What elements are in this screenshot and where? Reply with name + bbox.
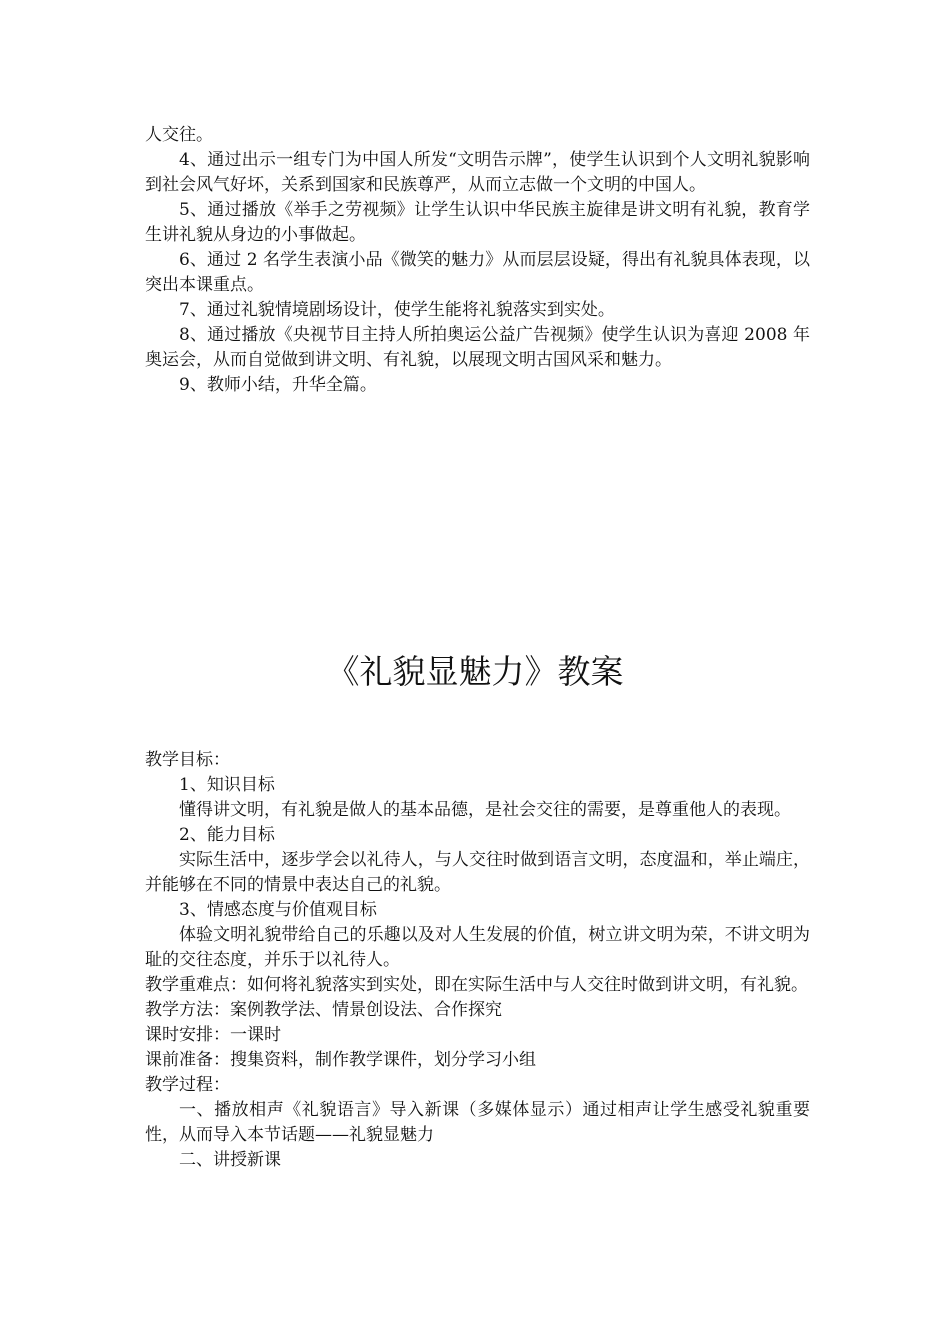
ability-heading: 2、能力目标 bbox=[179, 825, 275, 845]
paragraph-item-9: 9、教师小结，升华全篇。 bbox=[179, 375, 377, 395]
lesson-plan-body bbox=[145, 748, 810, 1173]
process-row bbox=[145, 1073, 810, 1098]
keypoints-text: 如何将礼貌落实到实处，即在实际生活中与人交往时做到讲文明，有礼貌。 bbox=[247, 975, 808, 995]
method-row bbox=[145, 998, 810, 1023]
prep-row bbox=[145, 1048, 810, 1073]
paragraph-item-8: 8、通过播放《央视节目主持人所拍奥运公益广告视频》使学生认识为喜迎 2008 年奥运会，从而自觉做到讲文明、有礼貌，以展现文明古国风采和魅力。 bbox=[145, 325, 810, 370]
paragraph-item-4: 4、通过出示一组专门为中国人所发“文明告示牌”，使学生认识到个人文明礼貌影响到社会风气好坏，关系到国家和民族尊严，从而立志做一个文明的中国人。 bbox=[145, 150, 810, 195]
emotion-text: 体验文明礼貌带给自己的乐趣以及对人生发展的价值，树立讲文明为荣，不讲文明为耻的交往态度，并乐于以礼待人。 bbox=[145, 925, 810, 970]
paragraph-item-5: 5、通过播放《举手之劳视频》让学生认识中华民族主旋律是讲文明有礼貌，教育学生讲礼貌从身边的小事做起。 bbox=[145, 200, 810, 245]
hours-text: 一课时 bbox=[230, 1025, 281, 1045]
paragraph-item-7: 7、通过礼貌情境剧场设计，使学生能将礼貌落实到实处。 bbox=[179, 300, 615, 320]
hours-label: 课时安排： bbox=[145, 1025, 230, 1045]
method-text: 案例教学法、情景创设法、合作探究 bbox=[230, 1000, 502, 1020]
document-title: 《礼貌显魅力》教案 bbox=[326, 652, 624, 691]
top-section bbox=[145, 123, 810, 398]
prep-text: 搜集资料，制作教学课件，划分学习小组 bbox=[230, 1050, 536, 1070]
hours-row bbox=[145, 1023, 810, 1048]
knowledge-heading: 1、知识目标 bbox=[179, 775, 275, 795]
paragraph-item-6: 6、通过 2 名学生表演小品《微笑的魅力》从而层层设疑，得出有礼貌具体表现，以突出本课重点。 bbox=[145, 250, 810, 295]
process-step-2: 二、讲授新课 bbox=[179, 1150, 281, 1170]
paragraph-line: 人交往。 bbox=[145, 125, 213, 145]
prep-label: 课前准备： bbox=[145, 1050, 230, 1070]
method-label: 教学方法： bbox=[145, 1000, 230, 1020]
knowledge-text: 懂得讲文明，有礼貌是做人的基本品德，是社会交往的需要，是尊重他人的表现。 bbox=[179, 800, 791, 820]
keypoints-label: 教学重难点： bbox=[145, 975, 247, 995]
ability-text: 实际生活中，逐步学会以礼待人，与人交往时做到语言文明，态度温和，举止端庄，并能够在不同的情景中表达自己的礼貌。 bbox=[145, 850, 810, 895]
keypoints-row bbox=[145, 973, 810, 998]
objectives-label: 教学目标： bbox=[145, 750, 230, 770]
emotion-heading: 3、情感态度与价值观目标 bbox=[179, 900, 377, 920]
process-label: 教学过程： bbox=[145, 1075, 230, 1095]
process-step-1: 一、播放相声《礼貌语言》导入新课（多媒体显示）通过相声让学生感受礼貌重要性，从而导入本节话题——礼貌显魅力 bbox=[145, 1100, 810, 1145]
